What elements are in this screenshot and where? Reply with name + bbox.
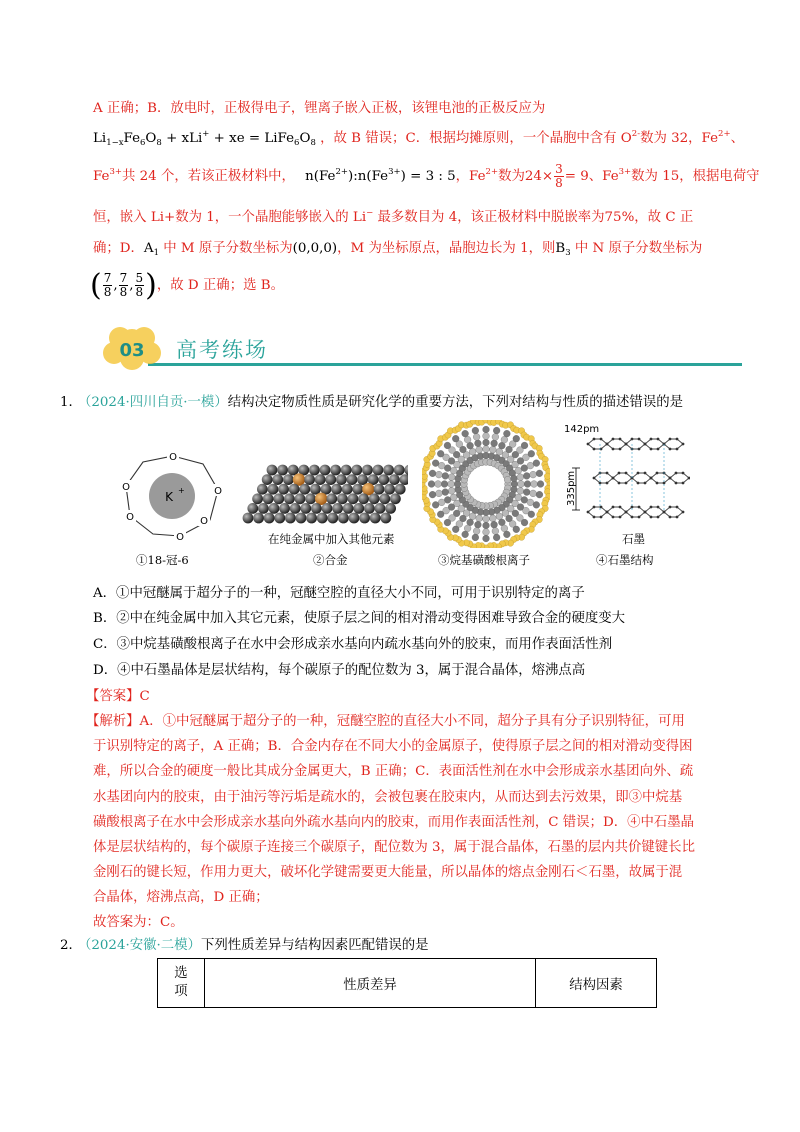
metal-atom — [300, 503, 311, 514]
metal-atom — [331, 484, 342, 495]
alloy-figure — [238, 462, 408, 527]
metal-atom — [327, 513, 338, 524]
metal-atom — [378, 474, 389, 485]
oxygen-atom-label: O — [126, 512, 134, 523]
metal-atom — [306, 513, 317, 524]
potassium-label: K — [165, 490, 173, 504]
metal-atom — [373, 465, 384, 476]
metal-atom — [352, 484, 363, 495]
oxygen-atom-label: O — [169, 452, 177, 463]
option-d: D．④中石墨晶体是层状结构，每个碳原子的配位数为 3，属于混合晶体，熔沸点高 — [93, 663, 586, 678]
metal-atom — [358, 493, 369, 504]
metal-atom — [304, 474, 315, 485]
layer-distance-label: 335pm — [566, 470, 577, 506]
metal-atom — [336, 474, 347, 485]
reaction-equation: $Li_{1-x}Fe_6O_8 + xLi^+$ + xe = $LiFe_6O_8$ — [93, 129, 316, 148]
metal-atom — [389, 474, 400, 485]
explanation-line-4: 恒，嵌入 Li+数为 1，一个晶胞能够嵌入的 Li− 最多数目为 4，该正极材料中脱嵌率为75%，故 C 正 — [93, 208, 694, 225]
metal-atom — [290, 503, 301, 514]
crown-ether-caption: ①18-冠-6 — [136, 553, 189, 567]
alloy-caption: ②合金 — [313, 553, 348, 567]
metal-atom — [338, 513, 349, 524]
metal-atom — [257, 484, 268, 495]
metal-atom — [264, 513, 275, 524]
bond-length-label: 142pm — [564, 424, 600, 435]
answer: 【答案】C — [86, 689, 150, 704]
metal-atom — [330, 465, 341, 476]
flower-badge-icon — [100, 326, 164, 370]
metal-atom — [243, 513, 254, 524]
table-header-option: 选项 — [158, 959, 205, 1008]
analysis-line: 难，所以合金的硬度一般比其成分金属更大，B 正确；C．表面活性剂在水中会形成亲水基团向外、疏 — [93, 764, 694, 779]
crown-ether-figure — [118, 450, 228, 545]
metal-atom — [269, 503, 280, 514]
metal-atom — [347, 474, 358, 485]
metal-atom — [370, 513, 381, 524]
metal-atom — [385, 503, 396, 514]
analysis-line: 于识别特定的离子，A 正确；B．合金内存在不同大小的金属原子，使得原子层之间的相对滑动变得困 — [93, 739, 693, 754]
question-1-source: （2024·四川自贡·一模） — [78, 395, 228, 410]
metal-atom — [341, 465, 352, 476]
metal-atom — [272, 474, 283, 485]
metal-atom — [295, 493, 306, 504]
section-title: 高考练场 — [176, 338, 268, 362]
oxygen-atom-label: O — [200, 516, 208, 527]
micelle-caption: ③烷基磺酸根离子 — [438, 553, 530, 567]
analysis-line: 磺酸根离子在水中会形成亲水基向外疏水基向内的胶束，而用作表面活性剂，C 错误；D．④中石墨晶 — [93, 815, 695, 830]
table-header-property: 性质差异 — [205, 959, 536, 1008]
question-2-source: （2024·安徽·二模） — [78, 938, 201, 953]
metal-atom — [369, 493, 380, 504]
metal-atom — [353, 503, 364, 514]
metal-atom — [349, 513, 360, 524]
question-2-table — [157, 958, 657, 1008]
question-2-number: 2． — [60, 938, 82, 953]
metal-atom — [277, 465, 288, 476]
metal-atom — [273, 493, 284, 504]
metal-atom — [384, 484, 395, 495]
fraction-3-8: $\frac{3}{8}$ — [555, 162, 563, 190]
oxygen-atom-label: O — [214, 486, 222, 497]
metal-atom — [337, 493, 348, 504]
metal-atom — [311, 503, 322, 514]
option-c: C．③中烷基磺酸根离子在水中会形成亲水基向内疏水基向外的胶束，而用作表面活性剂 — [93, 637, 613, 652]
micelle-figure — [422, 420, 550, 548]
analysis-final: 故答案为：C。 — [93, 915, 184, 930]
oxygen-atom-label: O — [176, 532, 184, 543]
table-header-row — [158, 959, 657, 1008]
metal-atom — [252, 493, 263, 504]
metal-atom — [315, 474, 326, 485]
metal-atom — [268, 484, 279, 495]
metal-atom — [395, 484, 406, 495]
metal-atom — [299, 484, 310, 495]
metal-atom — [383, 465, 394, 476]
metal-atom — [362, 465, 373, 476]
metal-atom — [364, 503, 375, 514]
metal-atom — [263, 493, 274, 504]
graphite-figure — [560, 418, 690, 536]
metal-atom — [359, 513, 370, 524]
metal-atom — [317, 513, 328, 524]
table-header-structure: 结构因素 — [536, 959, 657, 1008]
metal-atom — [326, 493, 337, 504]
metal-atom — [258, 503, 269, 514]
metal-atom — [404, 465, 408, 476]
question-1-stem: （2024·四川自贡·一模）结构决定物质性质是研究化学的重要方法，下列对结构与性质的描述错误的是 — [78, 395, 683, 410]
option-a: A．①中冠醚属于超分子的一种，冠醚空腔的直径大小不同，可用于识别特定的离子 — [93, 586, 585, 601]
metal-atom — [325, 474, 336, 485]
metal-atom — [285, 513, 296, 524]
section-header — [100, 326, 742, 370]
metal-atom — [284, 493, 295, 504]
graphite-inner-caption: 石墨 — [622, 532, 645, 546]
metal-atom — [351, 465, 362, 476]
metal-atom — [332, 503, 343, 514]
metal-atom — [375, 503, 386, 514]
explanation-line-5: 确；D．$A_1$ 中 M 原子分数坐标为(0,0,0)，M 为坐标原点，晶胞边长为 1，则$B_3$ 中 N 原子分数坐标为 — [93, 241, 703, 258]
explanation-line-6: ( $\frac{7}{8}$ , $\frac{7}{8}$ , $\frac{5}{8}$ )，故 D 正确；选 B。 — [90, 268, 284, 303]
metal-atom — [267, 465, 278, 476]
explanation-line-1: A 正确；B．放电时，正极得电子，锂离子嵌入正极，该锂电池的正极反应为 — [93, 101, 546, 116]
question-2-stem: （2024·安徽·二模）下列性质差异与结构因素匹配错误的是 — [78, 938, 429, 953]
alloy-inner-caption: 在纯金属中加入其他元素 — [268, 532, 395, 546]
metal-atom — [379, 493, 390, 504]
oxygen-atom-label: O — [122, 482, 130, 493]
metal-atom — [374, 484, 385, 495]
option-b: B．②中在纯金属中加入其它元素，使原子层之间的相对滑动变得困难导致合金的硬度变大 — [93, 611, 626, 626]
metal-atom — [348, 493, 359, 504]
coordinate-N: ( $\frac{7}{8}$ , $\frac{7}{8}$ , $\frac{5}{8}$ ) — [90, 268, 157, 303]
metal-atom — [342, 484, 353, 495]
metal-atom — [296, 513, 307, 524]
section-number: 03 — [119, 340, 145, 361]
analysis-line: 金刚石的键长短，作用力更大，破坏化学键需要更大能量，所以晶体的熔点金刚石＜石墨，故属于混 — [93, 865, 683, 880]
metal-atom — [247, 503, 258, 514]
metal-atom — [289, 484, 300, 495]
metal-atom — [394, 465, 405, 476]
question-1-number: 1． — [60, 395, 82, 410]
analysis-line: 水基团向内的胶束，由于油污等污垢是疏水的，会被包裹在胶束内，从而达到去污效果，即③中烷基 — [93, 790, 683, 805]
metal-atom — [283, 474, 294, 485]
metal-atom — [400, 474, 408, 485]
analysis-line: 【解析】A．①中冠醚属于超分子的一种，冠醚空腔的直径大小不同，超分子具有分子识别特征，可用 — [86, 714, 685, 729]
metal-atom — [390, 493, 401, 504]
ratio-expression: $n(Fe^{2+}):n(Fe^{3+}) = 3$ : 5 — [305, 167, 456, 184]
hydrophilic-head — [544, 473, 550, 479]
svg-text:+: + — [178, 486, 185, 495]
metal-atom — [322, 503, 333, 514]
metal-atom — [343, 503, 354, 514]
metal-atom — [309, 465, 320, 476]
explanation-line-2: $Li_{1-x}Fe_6O_8 + xLi^+$ + xe = $LiFe_6O_8$ ，故 B 错误；C．根据均摊原则，一个晶胞中含有 $O^{2-}$数为 32，$Fe^{2+}$、 — [93, 129, 744, 148]
graphite-caption: ④石墨结构 — [596, 553, 654, 567]
explanation-line-3: $Fe^{3+}$共 24 个，若该正极材料中， $n(Fe^{2+}):n(Fe^{3+}) = 3$ : 5，$Fe^{2+}$数为24× $\frac{3}{8}$ = 9、$Fe^{3+}$数为 15，根据电荷守 — [93, 162, 760, 190]
metal-atom — [274, 513, 285, 524]
analysis-line: 体是层状结构的，每个碳原子连接三个碳原子，配位数为 3，属于混合晶体，石墨的层内共价键键长比 — [93, 840, 695, 855]
metal-atom — [253, 513, 264, 524]
metal-atom — [262, 474, 273, 485]
metal-atom — [380, 513, 391, 524]
metal-atom — [305, 493, 316, 504]
analysis-line: 合晶体，熔沸点高，D 正确； — [93, 890, 269, 905]
metal-atom — [278, 484, 289, 495]
metal-atom — [279, 503, 290, 514]
metal-atom — [320, 465, 331, 476]
